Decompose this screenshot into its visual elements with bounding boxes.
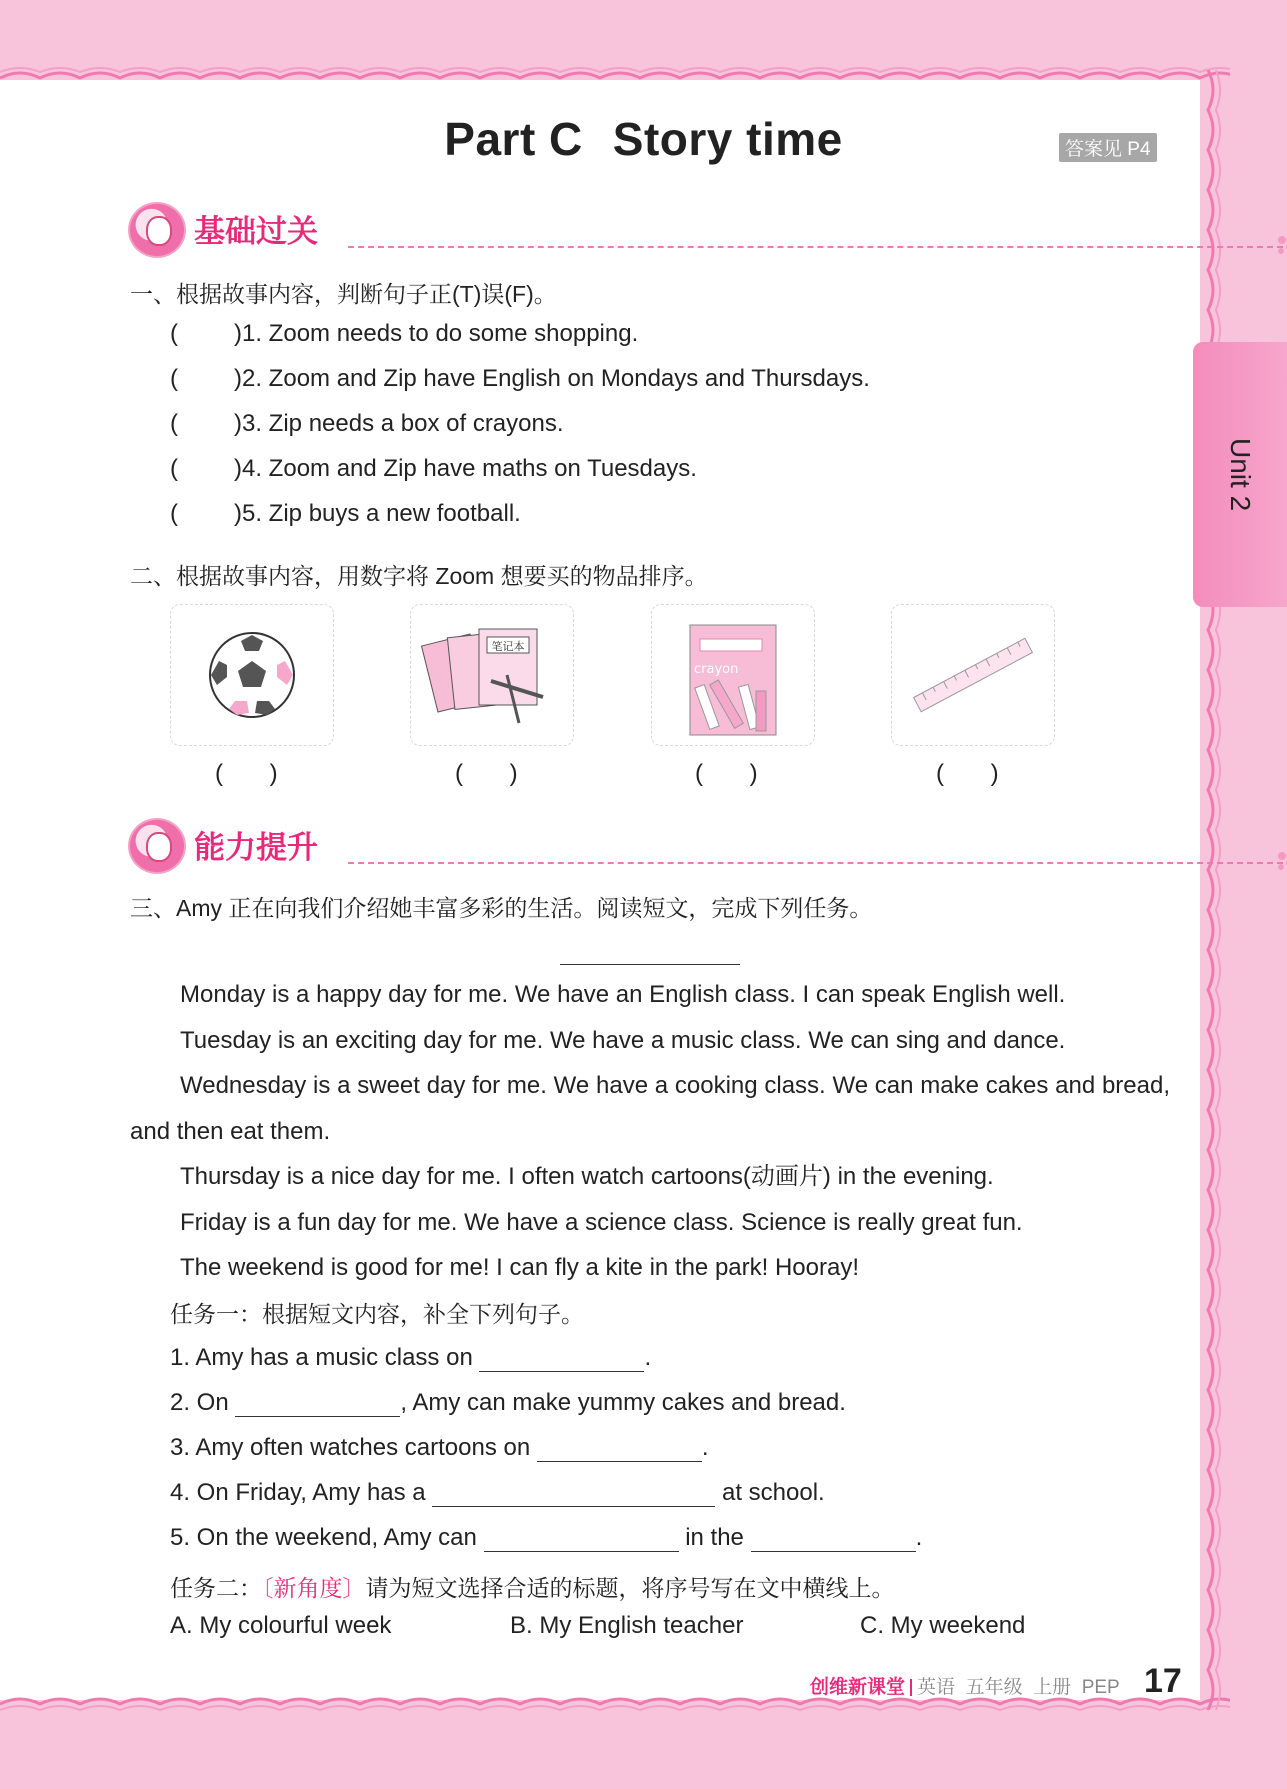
title-name: Story time: [612, 113, 843, 165]
answer-blank[interactable]: [484, 1529, 679, 1552]
tf-item[interactable]: ( )3. Zip needs a box of crayons.: [170, 410, 564, 437]
unit-tab-label: Unit 2: [1225, 437, 1256, 512]
order-answer-blank[interactable]: ( ): [695, 760, 758, 787]
crayons-card: [651, 604, 815, 746]
task-1-heading: 任务一：根据短文内容，补全下列句子。: [170, 1302, 584, 1328]
tf-item[interactable]: ( )2. Zoom and Zip have English on Mondays and Thursdays.: [170, 365, 870, 392]
notebooks-card: [410, 604, 574, 746]
notebook-label: 笔记本: [491, 640, 525, 653]
order-answer-blank[interactable]: ( ): [936, 760, 999, 787]
ruler-card: [891, 604, 1055, 746]
tf-item[interactable]: ( )5. Zip buys a new football.: [170, 500, 521, 527]
choice-c[interactable]: C. My weekend: [860, 1612, 1026, 1639]
task-2-heading: 任务二：〔新角度〕请为短文选择合适的标题，将序号写在文中横线上。: [170, 1576, 895, 1602]
passage-paragraph: Tuesday is an exciting day for me. We have a music class. We can sing and dance.: [180, 1026, 1066, 1054]
choice-b[interactable]: B. My English teacher: [510, 1612, 744, 1639]
title-part: Part C: [444, 113, 583, 165]
wavy-border-right: [1196, 70, 1230, 1710]
unit-tab[interactable]: [1193, 342, 1287, 607]
notebook-icon: [411, 605, 573, 745]
section-header-basic: [128, 202, 1188, 258]
football-card: [170, 604, 334, 746]
monkey-icon: [128, 818, 186, 874]
monkey-icon: [128, 202, 186, 258]
question-2-title: 二、根据故事内容，用数字将 Zoom 想要买的物品排序。: [130, 563, 708, 589]
ruler-icon: [892, 605, 1054, 745]
answer-blank[interactable]: [751, 1529, 916, 1552]
passage-paragraph: The weekend is good for me! I can fly a kite in the park! Hooray!: [180, 1254, 860, 1281]
footer-details: 英语 五年级 上册 PEP: [917, 1677, 1120, 1698]
passage-paragraph: Monday is a happy day for me. We have an English class. I can speak English well.: [180, 981, 1066, 1008]
task-1-sentence-3: 3. Amy often watches cartoons on .: [170, 1434, 709, 1461]
question-1-title: 一、根据故事内容，判断句子正(T)误(F)。: [130, 281, 557, 307]
tf-item[interactable]: ( )1. Zoom needs to do some shopping.: [170, 320, 639, 347]
passage-paragraph: Friday is a fun day for me. We have a science class. Science is really great fun.: [180, 1208, 1023, 1236]
passage-paragraph: Thursday is a nice day for me. I often watch cartoons(动画片) in the evening.: [180, 1163, 994, 1190]
footer-info: [810, 1672, 1120, 1699]
answer-blank[interactable]: [479, 1349, 644, 1372]
passage-title-blank[interactable]: [560, 964, 740, 965]
answer-blank[interactable]: [537, 1439, 702, 1462]
tf-item[interactable]: ( )4. Zoom and Zip have maths on Tuesdays.: [170, 455, 697, 482]
order-answer-blank[interactable]: ( ): [215, 760, 278, 787]
answer-blank[interactable]: [432, 1484, 715, 1507]
football-icon: [171, 605, 333, 745]
task-1-sentence-4: 4. On Friday, Amy has a at school.: [170, 1479, 825, 1506]
new-angle-tag: 〔新角度〕: [262, 1576, 366, 1602]
task-1-sentence-2: 2. On , Amy can make yummy cakes and bread.: [170, 1389, 846, 1416]
crayon-label: crayon: [694, 662, 739, 677]
section-label-advanced: 能力提升: [194, 830, 318, 865]
task-1-sentence-1: 1. Amy has a music class on .: [170, 1344, 652, 1371]
section-label-basic: 基础过关: [194, 214, 318, 249]
page-number: 17: [1144, 1662, 1182, 1700]
section-header-advanced: [128, 818, 1188, 874]
order-answer-blank[interactable]: ( ): [455, 760, 518, 787]
choice-a[interactable]: A. My colourful week: [170, 1612, 392, 1639]
question-3-title: 三、Amy 正在向我们介绍她丰富多彩的生活。阅读短文，完成下列任务。: [130, 895, 873, 921]
passage-paragraph: Wednesday is a sweet day for me. We have a cooking class. We can make cakes and bread, and then eat them.: [130, 1072, 1170, 1145]
reading-passage: [130, 972, 1170, 1291]
footer-brand: 创维新课堂: [810, 1677, 906, 1698]
answer-blank[interactable]: [235, 1394, 400, 1417]
answer-reference-badge: 答案见 P4: [1059, 133, 1157, 162]
crayon-box-icon: [652, 605, 814, 745]
task-1-sentence-5: 5. On the weekend, Amy can in the .: [170, 1524, 923, 1551]
